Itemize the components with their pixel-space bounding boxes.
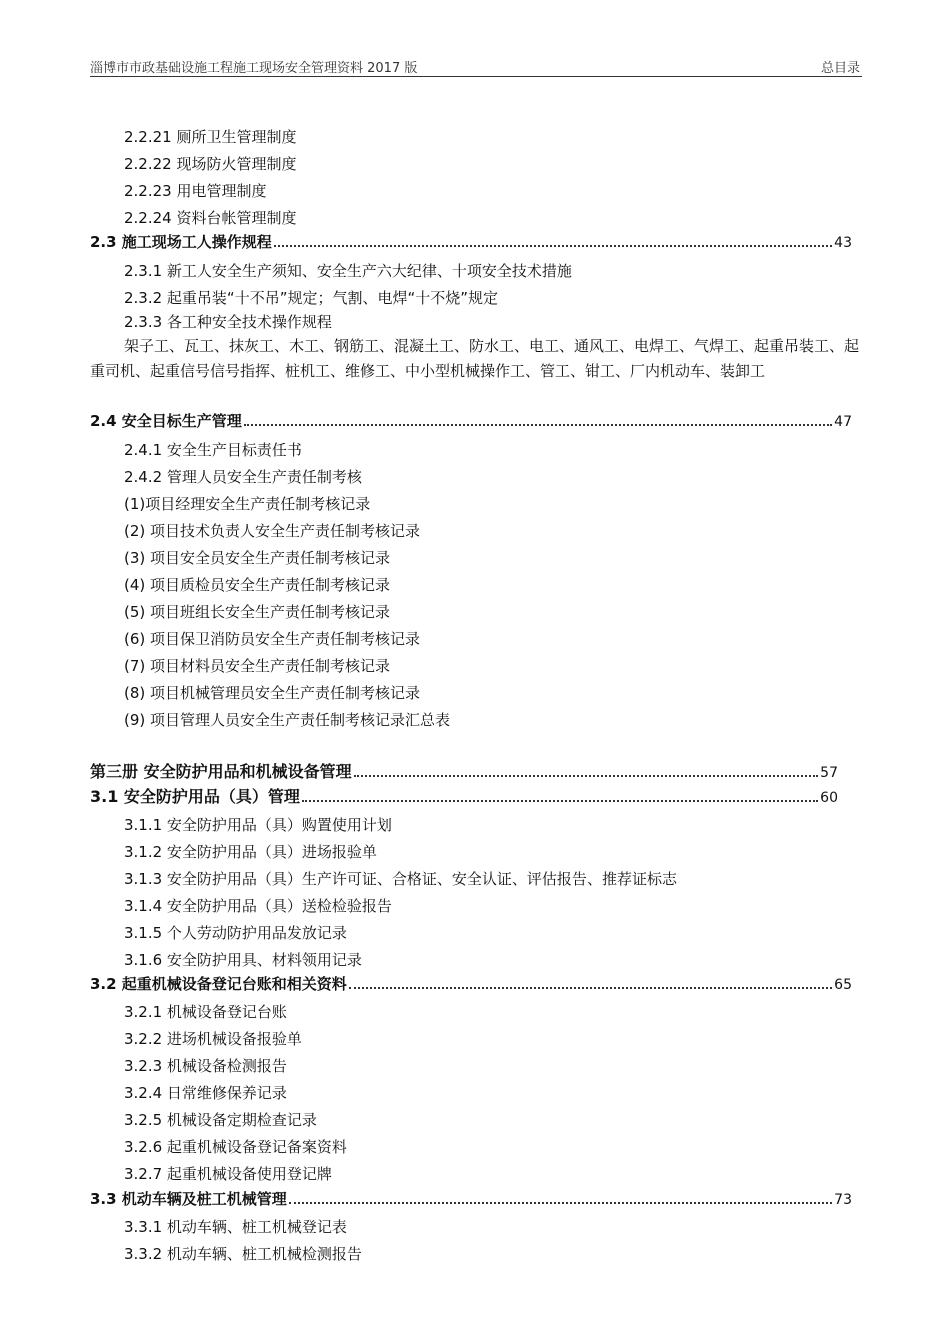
toc-section-2-3[interactable] [90, 232, 852, 253]
leader-dots [302, 800, 818, 802]
toc-item: 2.2.22 现场防火管理制度 [124, 155, 297, 173]
toc-item: 2.2.23 用电管理制度 [124, 182, 267, 200]
toc-item: 3.2.1 机械设备登记台账 [124, 1003, 287, 1021]
toc-item: 2.3.2 起重吊装“十不吊”规定；气割、电焊“十不烧”规定 [124, 289, 499, 307]
toc-item: 3.1.2 安全防护用品（具）进场报验单 [124, 843, 377, 861]
toc-section-3-1[interactable] [90, 787, 838, 808]
toc-item: (1)项目经理安全生产责任制考核记录 [124, 495, 371, 513]
toc-item: 3.2.6 起重机械设备登记备案资料 [124, 1138, 347, 1156]
toc-section-3-3[interactable] [90, 1189, 852, 1210]
header-rule [90, 76, 862, 77]
page-number: 73 [834, 1192, 852, 1208]
toc-section-3-2[interactable] [90, 974, 852, 995]
toc-item: (3) 项目安全员安全生产责任制考核记录 [124, 549, 391, 567]
toc-item: (9) 项目管理人员安全生产责任制考核记录汇总表 [124, 711, 451, 729]
toc-item: (6) 项目保卫消防员安全生产责任制考核记录 [124, 630, 421, 648]
workers-paragraph: 架子工、瓦工、抹灰工、木工、钢筋工、混凝土工、防水工、电工、通风工、电焊工、气焊工、起重吊装工、起重司机、起重信号信号指挥、桩机工、维修工、中小型机械操作工、管工、钳工、厂内机动车、装卸工 [90, 337, 860, 380]
toc-section-2-4[interactable] [90, 411, 852, 432]
leader-dots [274, 245, 832, 247]
toc-item: 3.1.3 安全防护用品（具）生产许可证、合格证、安全认证、评估报告、推荐证标志 [124, 870, 677, 888]
section-title: 3.2 起重机械设备登记台账和相关资料 [90, 975, 347, 993]
toc-item: 3.2.7 起重机械设备使用登记牌 [124, 1165, 332, 1183]
toc-volume-3[interactable] [90, 762, 838, 783]
page-number: 57 [820, 765, 838, 781]
volume-title: 第三册 安全防护用品和机械设备管理 [90, 762, 352, 781]
toc-item: 3.1.6 安全防护用具、材料领用记录 [124, 951, 362, 969]
leader-dots [289, 1202, 832, 1204]
toc-item: 3.1.5 个人劳动防护用品发放记录 [124, 924, 347, 942]
leader-dots [244, 424, 832, 426]
toc-item: 3.3.2 机动车辆、桩工机械检测报告 [124, 1245, 362, 1263]
leader-dots [349, 987, 832, 989]
toc-item: 2.4.2 管理人员安全生产责任制考核 [124, 468, 362, 486]
page-number: 65 [834, 977, 852, 993]
toc-item: 3.1.1 安全防护用品（具）购置使用计划 [124, 816, 392, 834]
toc-item: (2) 项目技术负责人安全生产责任制考核记录 [124, 522, 421, 540]
section-title: 3.3 机动车辆及桩工机械管理 [90, 1190, 287, 1208]
toc-item: (8) 项目机械管理员安全生产责任制考核记录 [124, 684, 421, 702]
toc-item: 3.2.4 日常维修保养记录 [124, 1084, 287, 1102]
page-number: 60 [820, 790, 838, 806]
header-title: 淄博市市政基础设施工程施工现场安全管理资料 2017 版 [90, 61, 418, 76]
page-number: 47 [834, 414, 852, 430]
toc-item: 3.1.4 安全防护用品（具）送检检验报告 [124, 897, 392, 915]
toc-item: (4) 项目质检员安全生产责任制考核记录 [124, 576, 391, 594]
toc-item: 2.4.1 安全生产目标责任书 [124, 441, 302, 459]
section-title: 2.4 安全目标生产管理 [90, 412, 242, 430]
section-title: 2.3 施工现场工人操作规程 [90, 233, 272, 251]
toc-item: (7) 项目材料员安全生产责任制考核记录 [124, 657, 391, 675]
toc-item: 3.2.3 机械设备检测报告 [124, 1057, 287, 1075]
section-title: 3.1 安全防护用品（具）管理 [90, 787, 300, 806]
toc-item: 3.2.5 机械设备定期检查记录 [124, 1111, 317, 1129]
header-section-label: 总目录 [820, 61, 860, 76]
toc-item: 3.2.2 进场机械设备报验单 [124, 1030, 302, 1048]
toc-item: 2.2.24 资料台帐管理制度 [124, 209, 297, 227]
toc-item: 3.3.1 机动车辆、桩工机械登记表 [124, 1218, 347, 1236]
toc-item: 2.3.1 新工人安全生产须知、安全生产六大纪律、十项安全技术措施 [124, 262, 572, 280]
leader-dots [354, 775, 819, 777]
toc-item: 2.2.21 厕所卫生管理制度 [124, 128, 297, 146]
page-number: 43 [834, 235, 852, 251]
toc-item: 2.3.3 各工种安全技术操作规程 [124, 313, 332, 331]
toc-item: (5) 项目班组长安全生产责任制考核记录 [124, 603, 391, 621]
